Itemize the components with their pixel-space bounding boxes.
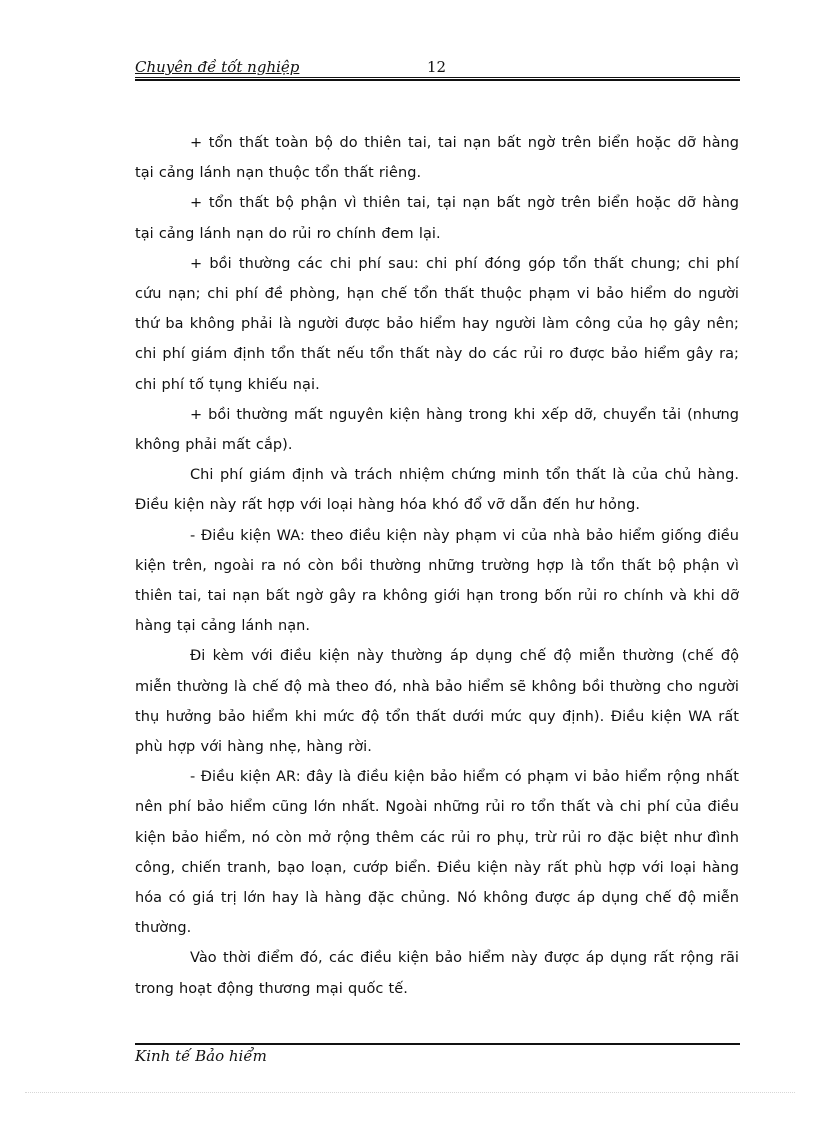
- paragraph-total-loss: + tổn thất toàn bộ do thiên tai, tai nạn bất ngờ trên biển hoặc dỡ hàng tại cảng lánh nạn thuộc tổn thất riêng.: [135, 135, 739, 182]
- paragraph-partial-loss: + tổn thất bộ phận vì thiên tai, tại nạn bất ngờ trên biển hoặc dỡ hàng tại cảng lánh nạn do rủi ro chính đem lại.: [135, 195, 739, 242]
- header-rule-thin: [135, 77, 740, 78]
- body-text: [135, 128, 739, 1004]
- paragraph-conclusion: Vào thời điểm đó, các điều kiện bảo hiểm này được áp dụng rất rộng rãi trong hoạt động thương mại quốc tế.: [135, 950, 739, 997]
- paragraph-ar-condition: - Điều kiện AR: đây là điều kiện bảo hiểm có phạm vi bảo hiểm rộng nhất nên phí bảo hiểm cũng lớn nhất. Ngoài những rủi ro tổn thất và chi phí của điều kiện bảo hiểm, nó còn mở rộng thêm các rủi ro phụ, trừ rủi ro đặc biệt như đình công, chiến tranh, bạo loạn, cướp biển. Điều kiện này rất phù hợp với loại hàng hóa có giá trị lớn hay là hàng đặc chủng. Nó không được áp dụng chế độ miễn thường.: [135, 769, 739, 937]
- footer-text: Kinh tế Bảo hiểm: [135, 1047, 267, 1065]
- paragraph-franchise: Đi kèm với điều kiện này thường áp dụng chế độ miễn thường (chế độ miễn thường là chế độ mà theo đó, nhà bảo hiểm sẽ không bồi thường cho người thụ hưởng bảo hiểm khi mức độ tổn thất dưới mức quy định). Điều kiện WA rất phù hợp với hàng nhẹ, hàng rời.: [135, 648, 739, 756]
- header-title: Chuyên đề tốt nghiệp: [135, 58, 300, 76]
- page-bottom-border: [25, 1092, 795, 1093]
- paragraph-survey-cost: Chi phí giám định và trách nhiệm chứng minh tổn thất là của chủ hàng. Điều kiện này rất hợp với loại hàng hóa khó đổ vỡ dẫn đến hư hỏng.: [135, 467, 739, 514]
- page-header: [135, 56, 740, 82]
- page-footer: [135, 1043, 740, 1073]
- footer-rule: [135, 1043, 740, 1045]
- paragraph-cost-compensation: + bồi thường các chi phí sau: chi phí đóng góp tổn thất chung; chi phí cứu nạn; chi phí đề phòng, hạn chế tổn thất thuộc phạm vi bảo hiểm do người thứ ba không phải là người được bảo hiểm hay người làm công của họ gây nên; chi phí giám định tổn thất nếu tổn thất này do các rủi ro được bảo hiểm gây ra; chi phí tố tụng khiếu nại.: [135, 255, 739, 393]
- header-rule-thick: [135, 79, 740, 81]
- paragraph-package-loss: + bồi thường mất nguyên kiện hàng trong khi xếp dỡ, chuyển tải (nhưng không phải mất cắp).: [135, 406, 739, 454]
- page-number: 12: [427, 58, 447, 76]
- paragraph-wa-condition: - Điều kiện WA: theo điều kiện này phạm vi của nhà bảo hiểm giống điều kiện trên, ngoài ra nó còn bồi thường những trường hợp là tổn thất bộ phận vì thiên tai, tai nạn bất ngờ gây ra không giới hạn trong bốn rủi ro chính và khi dỡ hàng tại cảng lánh nạn.: [135, 527, 739, 635]
